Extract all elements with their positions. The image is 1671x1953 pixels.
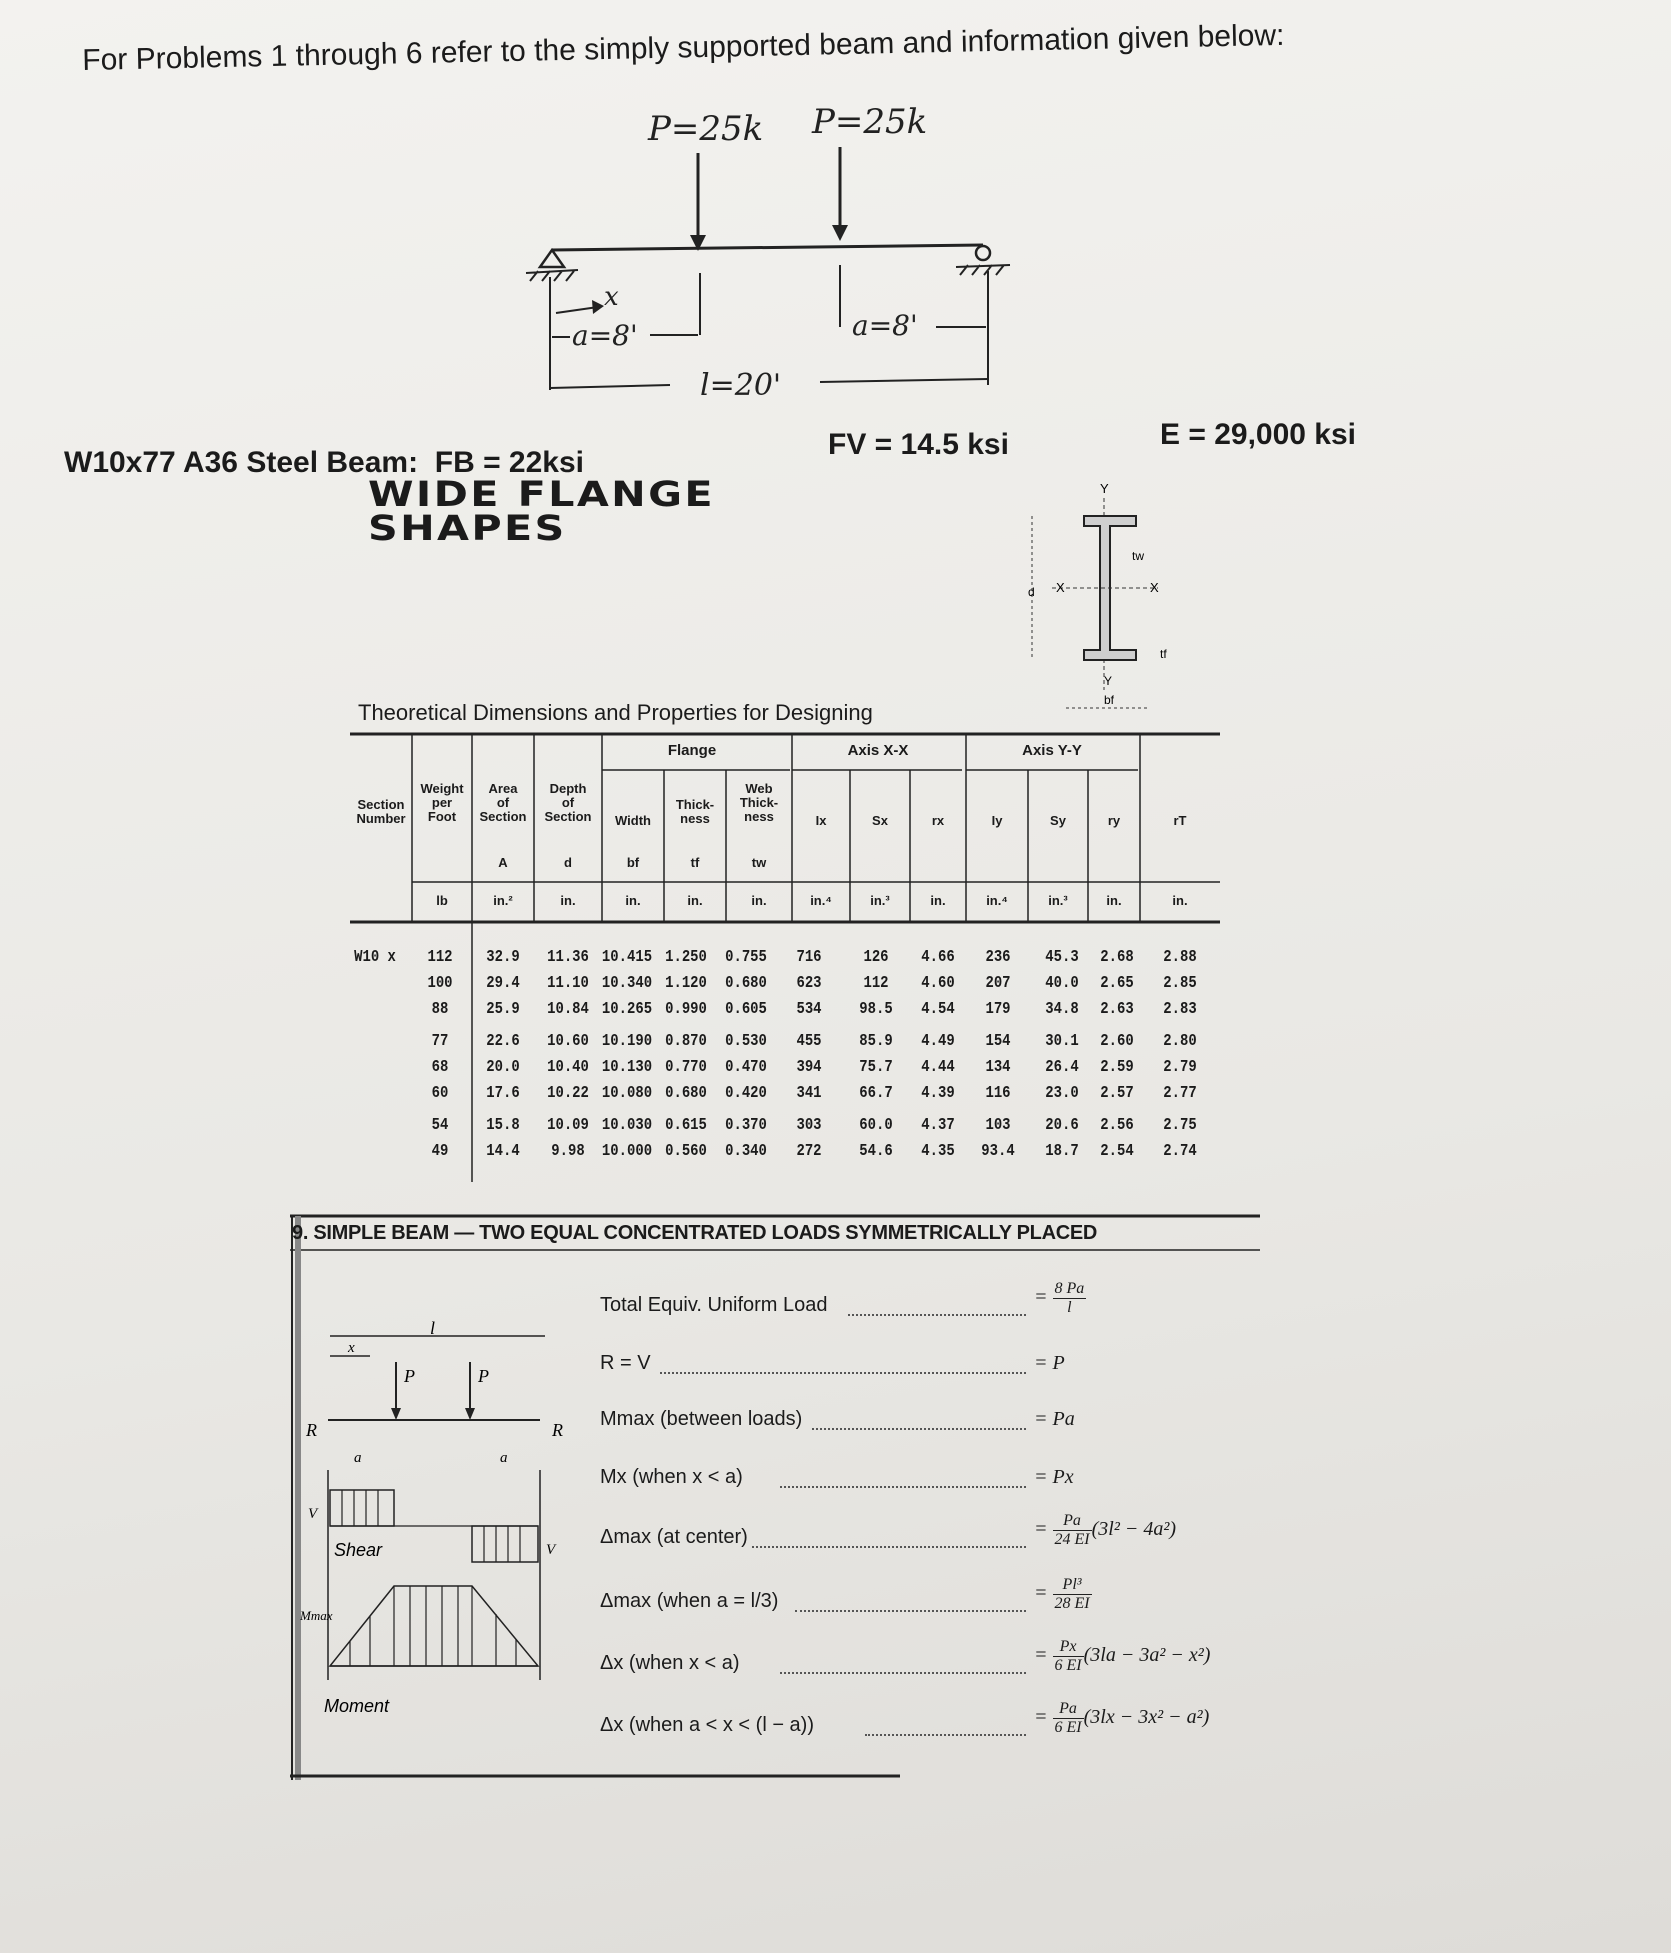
diag-p-left: P [404, 1366, 415, 1386]
table-cell: 10.84 [547, 1000, 589, 1019]
table-cell: 2.79 [1163, 1058, 1197, 1077]
properties-table [350, 732, 1230, 1182]
table-cell: 9.98 [551, 1142, 585, 1161]
x-arrowhead [592, 300, 604, 314]
table-cell: 1.120 [665, 974, 707, 993]
diag-moment-label: Moment [324, 1696, 390, 1716]
table-cell: 116 [985, 1084, 1011, 1103]
table-cell: 4.60 [921, 974, 955, 993]
table-cell: 2.88 [1163, 948, 1197, 967]
table-cell: 10.190 [601, 1032, 653, 1051]
beam-designation: W10x77 A36 Steel Beam: [64, 446, 419, 479]
axis-y-bot: Y [1104, 674, 1113, 688]
axis-x-right: X [1150, 580, 1159, 595]
table-cell: 2.68 [1100, 948, 1134, 967]
table-cell: 4.39 [921, 1084, 955, 1103]
table-cell: 0.420 [725, 1084, 767, 1103]
table-cell: 2.83 [1163, 1000, 1197, 1019]
shear-block-right [472, 1526, 538, 1562]
table-cell: 716 [796, 948, 822, 967]
table-cell: 1.250 [665, 948, 707, 967]
shear-block-left [330, 1490, 394, 1526]
table-cell: 4.66 [921, 948, 955, 967]
table-cell: 0.755 [725, 948, 767, 967]
numerator: 8 Pa [1054, 1280, 1085, 1297]
equals-sign: = Pa [1034, 1408, 1075, 1430]
table-cell: 112 [863, 974, 889, 993]
table-cell: 34.8 [1045, 1000, 1079, 1019]
table-cell: 20.0 [486, 1058, 520, 1077]
equals-sign: = Px [1034, 1466, 1074, 1488]
formula-label: Δmax (when a = l/3) [600, 1590, 779, 1612]
column-header: Iy [991, 813, 1003, 828]
fraction [1053, 1280, 1087, 1317]
weight-cell: 68 [431, 1058, 449, 1077]
weight-cell: 112 [427, 948, 453, 967]
beam-sketch [500, 95, 1040, 425]
diag-load-right-head [465, 1408, 475, 1420]
table-cell: 29.4 [486, 974, 520, 993]
table-cell: 0.530 [725, 1032, 767, 1051]
column-unit: in. [1106, 893, 1122, 908]
table-cell: 341 [796, 1084, 822, 1103]
span-dim-right [820, 379, 988, 382]
diag-v-right: V [546, 1542, 556, 1558]
axis-xx-header: Axis X-X [847, 742, 909, 759]
formula-label: Total Equiv. Uniform Load [600, 1294, 828, 1316]
table-cell: 60.0 [859, 1116, 893, 1135]
table-cell: 10.000 [601, 1142, 653, 1161]
table-cell: 32.9 [486, 948, 520, 967]
column-unit: in.⁴ [986, 893, 1008, 908]
span-dim-left [550, 385, 670, 388]
table-cell: 0.680 [665, 1084, 707, 1103]
table-cell: 2.65 [1100, 974, 1134, 993]
table-cell: 14.4 [486, 1142, 520, 1161]
formula-label: Δx (when a < x < (l − a)) [600, 1714, 814, 1736]
column-header: ry [1107, 813, 1121, 828]
shear-hatch-right [484, 1526, 520, 1562]
table-cell: 0.605 [725, 1000, 767, 1019]
table-cell: 20.6 [1045, 1116, 1079, 1135]
column-unit: in. [1172, 893, 1188, 908]
equals-sign: = [1034, 1582, 1048, 1605]
table-cell: 2.60 [1100, 1032, 1134, 1051]
table-cell: 66.7 [859, 1084, 893, 1103]
equals-sign: = [1034, 1518, 1048, 1541]
column-header: Ix [815, 813, 827, 828]
denominator: 6 EI [1054, 1657, 1082, 1674]
column-header: Web Thick- ness [739, 781, 779, 824]
column-header: Weight per Foot [420, 781, 464, 824]
equals-sign: = [1034, 1644, 1048, 1667]
column-unit: lb [436, 893, 448, 908]
diag-mmax: Mmax [300, 1608, 333, 1623]
leader-dots [865, 1734, 1026, 1736]
table-title: Theoretical Dimensions and Properties for Designing [358, 700, 873, 725]
formula-tail: (3l² − 4a²) [1091, 1518, 1176, 1541]
table-cell: 85.9 [859, 1032, 893, 1051]
diag-x: x [348, 1340, 355, 1356]
table-cell: 10.265 [601, 1000, 653, 1019]
formula-tail: (3la − 3a² − x²) [1083, 1644, 1211, 1667]
denominator: l [1067, 1299, 1072, 1316]
column-header: rx [931, 813, 945, 828]
numerator: Px [1053, 1638, 1084, 1657]
table-cell: 2.75 [1163, 1116, 1197, 1135]
bending-stress: FB = 22ksi [434, 446, 585, 479]
table-cell: 98.5 [859, 1000, 893, 1019]
formula-label: Mx (when x < a) [600, 1466, 743, 1488]
a-right-label: a=8' [852, 309, 918, 342]
table-cell: 2.59 [1100, 1058, 1134, 1077]
table-cell: 10.60 [547, 1032, 589, 1051]
table-cell: 0.560 [665, 1142, 707, 1161]
leader-dots [795, 1610, 1026, 1612]
table-cell: 10.030 [601, 1116, 653, 1135]
axis-x-left: X [1056, 580, 1065, 595]
table-cell: 40.0 [1045, 974, 1079, 993]
load-right-label: P=25k [812, 102, 928, 142]
web-thickness-symbol: tw [1132, 549, 1144, 563]
diag-l: l [430, 1320, 436, 1338]
table-cell: 10.40 [547, 1058, 589, 1077]
table-cell: 93.4 [981, 1142, 1015, 1161]
table-cell: 134 [985, 1058, 1011, 1077]
table-cell: 2.54 [1100, 1142, 1134, 1161]
formula-result [1034, 1638, 1210, 1675]
column-unit: in. [751, 893, 767, 908]
table-cell: 25.9 [486, 1000, 520, 1019]
pin-support-hatch [526, 270, 578, 281]
table-cell: 2.56 [1100, 1116, 1134, 1135]
table-cell: 4.54 [921, 1000, 955, 1019]
moment-diagram [330, 1586, 538, 1666]
leader-dots [752, 1546, 1026, 1548]
axis-y-top: Y [1100, 481, 1109, 496]
denominator: 6 EI [1054, 1719, 1082, 1736]
diag-load-left-head [391, 1408, 401, 1420]
leader-dots [660, 1372, 1026, 1374]
table-cell: 623 [796, 974, 822, 993]
table-cell: 10.22 [547, 1084, 589, 1103]
table-cell: 23.0 [1045, 1084, 1079, 1103]
table-cell: 0.370 [725, 1116, 767, 1135]
table-cell: 2.57 [1100, 1084, 1134, 1103]
fraction [1053, 1638, 1084, 1675]
load-left-label: P=25k [648, 109, 764, 149]
table-cell: 18.7 [1045, 1142, 1079, 1161]
formula-result [1034, 1352, 1065, 1375]
denominator: 28 EI [1054, 1595, 1090, 1612]
table-cell: 54.6 [859, 1142, 893, 1161]
formula-label: Δmax (at center) [600, 1526, 748, 1548]
table-cell: 394 [796, 1058, 822, 1077]
column-symbol: d [564, 855, 572, 870]
diag-a-left: a [354, 1450, 362, 1466]
column-unit: in. [560, 893, 576, 908]
table-cell: 4.35 [921, 1142, 955, 1161]
column-symbol: tw [751, 855, 767, 870]
formula-label: Δx (when x < a) [600, 1652, 740, 1674]
table-cell: 17.6 [486, 1084, 520, 1103]
column-header: Depth of Section [544, 781, 592, 824]
formula-result [1034, 1700, 1209, 1737]
table-cell: 2.77 [1163, 1084, 1197, 1103]
fraction [1053, 1512, 1092, 1549]
diag-shear-label: Shear [334, 1540, 383, 1560]
column-unit: in.² [493, 893, 513, 908]
table-cell: 26.4 [1045, 1058, 1079, 1077]
table-cell: 2.74 [1163, 1142, 1197, 1161]
elastic-modulus: E = 29,000 ksi [1160, 418, 1356, 451]
weight-cell: 60 [431, 1084, 449, 1103]
equals-sign: = P [1034, 1352, 1065, 1374]
formula-label: R = V [600, 1352, 651, 1374]
table-cell: 0.770 [665, 1058, 707, 1077]
table-cell: 0.340 [725, 1142, 767, 1161]
x-label: x [604, 282, 619, 312]
section-designation: W10 x [354, 948, 396, 967]
column-header: Area of Section [479, 781, 527, 824]
table-cell: 103 [985, 1116, 1011, 1135]
weight-cell: 100 [427, 974, 453, 993]
formula-result [1034, 1280, 1086, 1317]
table-cell: 0.990 [665, 1000, 707, 1019]
table-cell: 10.130 [601, 1058, 653, 1077]
column-symbol: bf [626, 855, 640, 870]
wide-flange-heading [368, 475, 715, 549]
table-cell: 0.470 [725, 1058, 767, 1077]
column-unit: in.³ [1048, 893, 1068, 908]
equals-sign: = [1034, 1286, 1048, 1309]
formula-result [1034, 1576, 1092, 1613]
leader-dots [780, 1486, 1026, 1488]
diag-r-left: R [306, 1420, 317, 1440]
denominator: 24 EI [1054, 1531, 1090, 1548]
weight-cell: 88 [431, 1000, 449, 1019]
diag-r-right: R [552, 1420, 563, 1440]
formula-result [1034, 1408, 1075, 1431]
table-cell: 15.8 [486, 1116, 520, 1135]
column-header: Section Number [356, 797, 406, 826]
table-cell: 0.870 [665, 1032, 707, 1051]
leader-dots [780, 1672, 1026, 1674]
table-cell: 10.080 [601, 1084, 653, 1103]
weight-cell: 54 [431, 1116, 449, 1135]
diag-a-right: a [500, 1450, 508, 1466]
case-diagram [300, 1320, 580, 1740]
axis-yy-header: Axis Y-Y [1022, 742, 1082, 759]
roller-support-hatch [956, 265, 1010, 275]
problem-intro: For Problems 1 through 6 refer to the simply supported beam and information given below: [82, 18, 1285, 77]
fraction [1053, 1576, 1092, 1613]
shear-stress: FV = 14.5 ksi [828, 428, 1009, 461]
table-cell: 4.49 [921, 1032, 955, 1051]
table-cell: 154 [985, 1032, 1011, 1051]
table-cell: 11.36 [547, 948, 589, 967]
formula-result [1034, 1466, 1074, 1489]
load-right-arrowhead [832, 225, 848, 241]
table-cell: 2.85 [1163, 974, 1197, 993]
column-symbol: tf [690, 855, 700, 870]
numerator: Pa [1053, 1512, 1092, 1531]
column-header: Sy [1050, 813, 1066, 828]
formula-label: Mmax (between loads) [600, 1408, 803, 1430]
depth-symbol: d [1028, 585, 1035, 599]
table-cell: 207 [985, 974, 1011, 993]
column-symbol: A [498, 855, 508, 870]
moment-hatch [350, 1586, 516, 1666]
column-header: Width [615, 813, 651, 828]
table-cell: 2.63 [1100, 1000, 1134, 1019]
column-unit: in. [687, 893, 703, 908]
case-title: 9. SIMPLE BEAM — TWO EQUAL CONCENTRATED LOADS SYMMETRICALLY PLACED [292, 1222, 1098, 1244]
numerator: Pl³ [1053, 1576, 1092, 1595]
flange-width-symbol: bf [1104, 693, 1115, 707]
formula-tail: (3lx − 3x² − a²) [1083, 1706, 1210, 1729]
span-label: l=20' [700, 368, 782, 403]
table-cell: 4.37 [921, 1116, 955, 1135]
diag-p-right: P [478, 1366, 489, 1386]
table-cell: 126 [863, 948, 889, 967]
pin-support [540, 250, 564, 267]
table-cell: 4.44 [921, 1058, 955, 1077]
table-cell: 45.3 [1045, 948, 1079, 967]
table-cell: 11.10 [547, 974, 589, 993]
table-cell: 2.80 [1163, 1032, 1197, 1051]
table-cell: 10.340 [601, 974, 653, 993]
table-cell: 179 [985, 1000, 1011, 1019]
table-cell: 272 [796, 1142, 822, 1161]
formula-result [1034, 1512, 1176, 1549]
shear-hatch-left [342, 1490, 378, 1526]
table-cell: 455 [796, 1032, 822, 1051]
flange-group-header: Flange [667, 742, 717, 759]
column-header: Thick- ness [675, 797, 715, 826]
table-cell: 10.09 [547, 1116, 589, 1135]
numerator: Pa [1053, 1700, 1084, 1719]
weight-cell: 77 [431, 1032, 449, 1051]
flange-thickness-symbol: tf [1160, 647, 1167, 661]
weight-cell: 49 [431, 1142, 449, 1161]
column-unit: in.⁴ [810, 893, 832, 908]
heading-line-2: SHAPES [368, 509, 567, 549]
heading-line-1: WIDE FLANGE [368, 475, 715, 515]
equals-sign: = [1034, 1706, 1048, 1729]
table-cell: 534 [796, 1000, 822, 1019]
a-left-label: a=8' [572, 319, 638, 352]
x-arrow [556, 307, 598, 313]
leader-dots [812, 1428, 1026, 1430]
column-unit: in.³ [870, 893, 890, 908]
fraction [1053, 1700, 1084, 1737]
table-cell: 22.6 [486, 1032, 520, 1051]
column-unit: in. [625, 893, 641, 908]
table-cell: 10.415 [601, 948, 653, 967]
table-cell: 0.680 [725, 974, 767, 993]
column-unit: in. [930, 893, 946, 908]
table-cell: 0.615 [665, 1116, 707, 1135]
leader-dots [848, 1314, 1026, 1316]
beam-line [552, 245, 983, 250]
wide-flange-section-icon [1010, 480, 1200, 720]
roller-support [976, 246, 990, 260]
table-cell: 75.7 [859, 1058, 893, 1077]
table-cell: 30.1 [1045, 1032, 1079, 1051]
table-cell: 303 [796, 1116, 822, 1135]
column-header: rT [1173, 813, 1187, 828]
table-cell: 236 [985, 948, 1011, 967]
column-header: Sx [872, 813, 888, 828]
diag-v-left: V [308, 1506, 318, 1522]
